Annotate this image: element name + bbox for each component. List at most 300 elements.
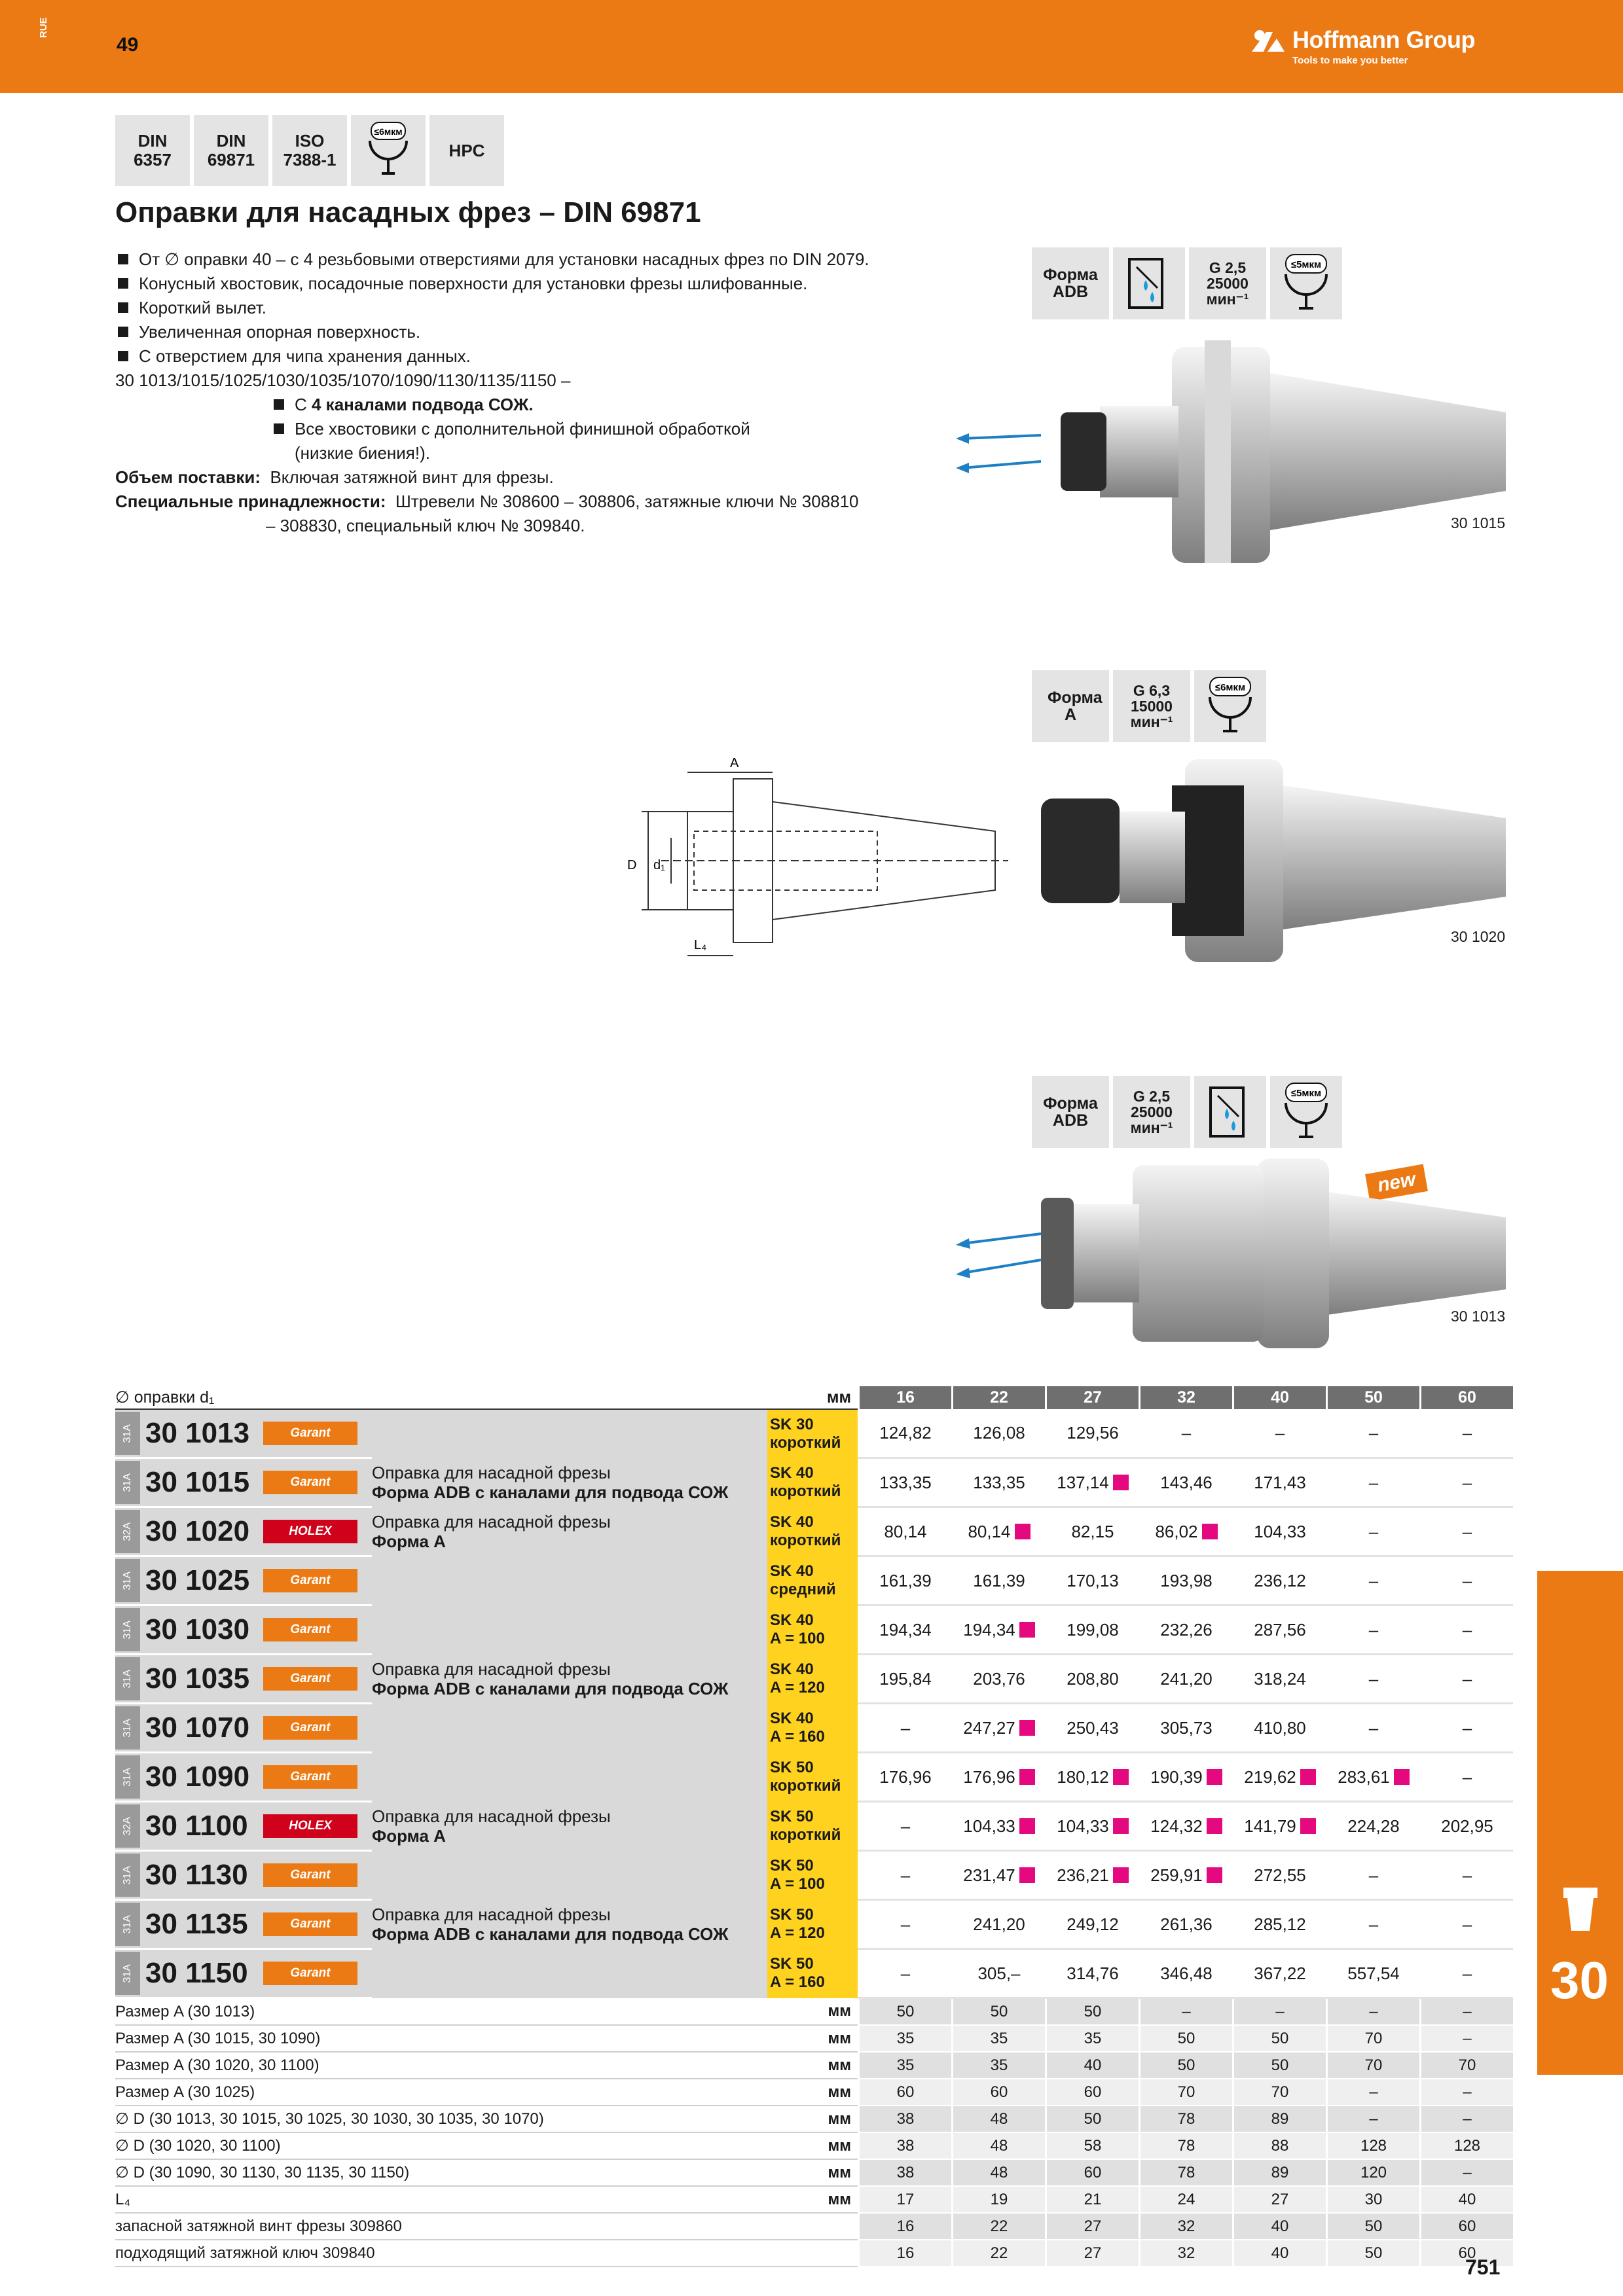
description-cell: [372, 1949, 765, 1998]
table-row: [115, 1507, 1513, 1556]
stock-marker-icon: [1207, 1769, 1222, 1785]
price-value: –: [1275, 1423, 1285, 1443]
spec-row: [115, 2106, 1513, 2132]
description-subline: Форма ADB с каналами для подвода СОЖ: [372, 1482, 729, 1502]
sub-bullet-item: Все хвостовики с дополнительной финишной обработкой: [271, 417, 869, 441]
price-cell: [859, 1900, 953, 1949]
price-value: 104,33: [1254, 1521, 1306, 1541]
price-cell: [1233, 1900, 1327, 1949]
description-line: Оправка для насадной фрезы: [372, 1463, 611, 1482]
shank-type: SK 40: [770, 1611, 814, 1629]
spec-value: 35: [953, 2052, 1046, 2079]
table-row: [115, 1900, 1513, 1949]
runout-badge: [1194, 670, 1266, 742]
price-cell: [953, 1704, 1046, 1753]
price-cell: [1140, 1949, 1233, 1998]
spec-label: L₄: [115, 2186, 767, 2213]
spec-value: –: [1140, 1998, 1233, 2026]
table-row: [115, 1704, 1513, 1753]
price-value: 137,14: [1057, 1472, 1109, 1492]
spec-value: 70: [1140, 2079, 1233, 2106]
shank-length: короткий: [770, 1433, 841, 1452]
spec-value: 48: [953, 2106, 1046, 2132]
description-subline: Форма ADB с каналами для подвода СОЖ: [372, 1679, 729, 1698]
bullet-item: С отверстием для чипа хранения данных.: [115, 344, 869, 368]
price-value: –: [1368, 1570, 1379, 1590]
spec-unit: мм: [767, 1998, 859, 2026]
article-cell: [115, 1507, 372, 1556]
description-cell: [372, 1900, 765, 1949]
spec-value: 70: [1327, 2052, 1421, 2079]
article-number[interactable]: 30 1070: [145, 1712, 250, 1744]
price-value: 219,62: [1244, 1767, 1296, 1787]
price-value: 241,20: [973, 1914, 1025, 1934]
spec-value: 50: [859, 1998, 953, 2026]
article-number[interactable]: 30 1025: [145, 1564, 250, 1596]
group-code: 31A: [122, 1424, 133, 1443]
shank-cell: [767, 1605, 859, 1655]
price-cell: [1327, 1655, 1421, 1704]
spec-value: 40: [1233, 2240, 1327, 2267]
spec-value: 60: [859, 2079, 953, 2106]
spec-value: 120: [1327, 2159, 1421, 2186]
description-line: Оправка для насадной фрезы: [372, 1659, 611, 1679]
description-cell: [372, 1851, 765, 1900]
price-value: –: [900, 1816, 911, 1836]
shank-cell: [767, 1949, 859, 1998]
price-cell: [953, 1507, 1046, 1556]
price-value: 143,46: [1160, 1472, 1213, 1492]
description-line: Оправка для насадной фрезы: [372, 1806, 611, 1826]
price-value: 129,56: [1067, 1423, 1119, 1443]
diameter-header-label: ∅ оправки d₁: [115, 1386, 767, 1409]
group-code: 31A: [122, 1571, 133, 1590]
price-cell: [1140, 1409, 1233, 1458]
spec-value: 27: [1046, 2240, 1140, 2267]
runout-badge: [1270, 1076, 1342, 1148]
price-value: 224,28: [1347, 1816, 1400, 1836]
spec-value: 70: [1327, 2025, 1421, 2052]
stock-marker-icon: [1019, 1769, 1035, 1785]
image-caption: 30 1020: [1451, 928, 1506, 945]
spec-value: 38: [859, 2106, 953, 2132]
garant-logo: Garant: [263, 1618, 357, 1641]
shank-length: A = 160: [770, 1973, 825, 1991]
price-value: 318,24: [1254, 1668, 1306, 1689]
shank-length: короткий: [770, 1482, 841, 1500]
price-cell: [859, 1851, 953, 1900]
runout-badge: [1270, 247, 1342, 319]
price-cell: [953, 1753, 1046, 1802]
article-number[interactable]: 30 1013: [145, 1417, 250, 1449]
price-cell: [1140, 1605, 1233, 1655]
page-title: Оправки для насадных фрез – DIN 69871: [115, 196, 701, 228]
price-value: 231,47: [963, 1865, 1015, 1885]
spec-value: 128: [1327, 2132, 1421, 2159]
description-cell: [372, 1655, 765, 1704]
price-cell: [1421, 1851, 1514, 1900]
price-cell: [1327, 1802, 1421, 1851]
bullet-item: Увеличенная опорная поверхность.: [115, 320, 869, 344]
spec-value: –: [1421, 2079, 1514, 2106]
price-cell: [1327, 1507, 1421, 1556]
price-value: 161,39: [973, 1570, 1025, 1590]
price-value: –: [1462, 1619, 1472, 1640]
price-cell: [1327, 1458, 1421, 1507]
price-value: 199,08: [1067, 1619, 1119, 1640]
shank-length: A = 100: [770, 1630, 825, 1647]
brand-logo: [1250, 26, 1475, 66]
price-value: –: [1462, 1472, 1472, 1492]
stock-marker-icon: [1019, 1720, 1035, 1736]
shank-length: A = 160: [770, 1728, 825, 1746]
price-cell: [953, 1409, 1046, 1458]
price-cell: [1140, 1851, 1233, 1900]
price-value: 283,61: [1338, 1767, 1390, 1787]
price-cell: [1421, 1704, 1514, 1753]
spec-label: Размер A (30 1013): [115, 1998, 767, 2026]
group-code: 32A: [122, 1522, 133, 1541]
price-value: –: [1368, 1668, 1379, 1689]
table-row: [115, 1655, 1513, 1704]
spec-label: Размер A (30 1015, 30 1090): [115, 2025, 767, 2052]
price-cell: [859, 1704, 953, 1753]
shank-type: SK 40: [770, 1513, 814, 1531]
price-cell: [1140, 1655, 1233, 1704]
spec-value: –: [1421, 2106, 1514, 2132]
price-cell: [1421, 1949, 1514, 1998]
price-cell: [1046, 1900, 1140, 1949]
bullet-item: От ∅ оправки 40 – с 4 резьбовыми отверстиями для установки насадных фрез по DIN 2079.: [115, 247, 869, 272]
price-cell: [1421, 1458, 1514, 1507]
spec-value: 35: [953, 2025, 1046, 2052]
sub-bullet-continuation: (низкие биения!).: [295, 443, 430, 463]
bullet-item: Короткий вылет.: [115, 296, 869, 320]
price-value: 203,76: [973, 1668, 1025, 1689]
stock-marker-icon: [1019, 1622, 1035, 1638]
spec-value: 35: [859, 2052, 953, 2079]
pictograms-2: [1032, 670, 1266, 742]
price-cell: [1421, 1507, 1514, 1556]
price-cell: [1046, 1851, 1140, 1900]
price-value: 236,21: [1057, 1865, 1109, 1885]
svg-text:d₁: d₁: [653, 858, 665, 872]
price-value: 272,55: [1254, 1865, 1306, 1885]
diameter-col: 22: [953, 1386, 1046, 1409]
price-value: –: [1368, 1717, 1379, 1738]
price-value: –: [1368, 1521, 1379, 1541]
spec-value: 50: [953, 1998, 1046, 2026]
spec-row: [115, 2159, 1513, 2186]
badge-hpc: HPC: [429, 115, 504, 186]
price-value: –: [1368, 1914, 1379, 1934]
price-cell: [1046, 1655, 1140, 1704]
description-cell: [372, 1753, 765, 1802]
articles-line: 30 1013/1015/1025/1030/1035/1070/1090/1130/1135/1150 –: [115, 370, 571, 390]
stock-marker-icon: [1113, 1769, 1129, 1785]
unit-header: мм: [767, 1386, 859, 1409]
price-value: 287,56: [1254, 1619, 1306, 1640]
article-number[interactable]: 30 1135: [145, 1908, 248, 1940]
holder-image-301013: [956, 1145, 1506, 1361]
spec-value: 40: [1046, 2052, 1140, 2079]
spec-value: 27: [1046, 2213, 1140, 2240]
badge-din-6357: DIN 6357: [115, 115, 190, 186]
shank-length: короткий: [770, 1532, 841, 1549]
price-cell: [1233, 1605, 1327, 1655]
price-value: 250,43: [1067, 1717, 1119, 1738]
price-cell: [859, 1409, 953, 1458]
spec-label: Размер A (30 1020, 30 1100): [115, 2052, 767, 2079]
article-number[interactable]: 30 1035: [145, 1662, 250, 1695]
spec-row: [115, 1998, 1513, 2026]
price-value: –: [1368, 1865, 1379, 1885]
price-cell: [1421, 1802, 1514, 1851]
price-value: 259,91: [1150, 1865, 1203, 1885]
garant-logo: Garant: [263, 1962, 357, 1985]
table-row: [115, 1458, 1513, 1507]
price-value: 346,48: [1160, 1963, 1213, 1983]
shank-cell: [767, 1556, 859, 1605]
price-value: 367,22: [1254, 1963, 1306, 1983]
delivery-line: Объем поставки: Включая затяжной винт для фрезы.: [115, 467, 554, 487]
spec-label: ∅ D (30 1090, 30 1130, 30 1135, 30 1150): [115, 2159, 767, 2186]
coolant-icon: [1113, 247, 1185, 319]
spec-value: 88: [1233, 2132, 1327, 2159]
spec-unit: мм: [767, 2052, 859, 2079]
spec-value: 58: [1046, 2132, 1140, 2159]
pictograms-1: [1032, 247, 1342, 319]
price-value: 133,35: [973, 1472, 1025, 1492]
spec-unit: мм: [767, 2186, 859, 2213]
holder-image-301015: [956, 327, 1506, 576]
price-cell: [1046, 1605, 1140, 1655]
page-number-bottom: 751: [1465, 2255, 1501, 2279]
garant-logo: Garant: [263, 1569, 357, 1592]
price-cell: [1046, 1704, 1140, 1753]
spec-value: 50: [1046, 2106, 1140, 2132]
svg-text:A: A: [730, 756, 739, 770]
price-value: –: [1462, 1865, 1472, 1885]
price-value: 305,73: [1160, 1717, 1213, 1738]
spec-value: 21: [1046, 2186, 1140, 2213]
shank-cell: [767, 1851, 859, 1900]
spec-value: 70: [1233, 2079, 1327, 2106]
pictograms-3: [1032, 1076, 1342, 1148]
spec-value: 22: [953, 2213, 1046, 2240]
price-cell: [1327, 1900, 1421, 1949]
price-value: –: [900, 1914, 911, 1934]
description-subline: Форма A: [372, 1826, 446, 1846]
spec-value: –: [1233, 1998, 1327, 2026]
table-row: [115, 1802, 1513, 1851]
price-cell: [1140, 1704, 1233, 1753]
price-value: 176,96: [879, 1767, 932, 1787]
article-cell: [115, 1655, 372, 1704]
article-cell: [115, 1900, 372, 1949]
balance-badge: G 2,5 25000 мин⁻¹: [1189, 247, 1266, 319]
price-cell: [1046, 1507, 1140, 1556]
shank-type: SK 50: [770, 1906, 814, 1924]
price-value: 124,82: [879, 1423, 932, 1443]
price-value: 247,27: [963, 1717, 1015, 1738]
article-number[interactable]: 30 1090: [145, 1761, 250, 1793]
spec-label: Размер A (30 1025): [115, 2079, 767, 2106]
article-number[interactable]: 30 1100: [145, 1810, 248, 1842]
spec-value: 78: [1140, 2106, 1233, 2132]
spec-value: 48: [953, 2159, 1046, 2186]
price-value: –: [1368, 1472, 1379, 1492]
price-value: 104,33: [1057, 1816, 1109, 1836]
spec-value: 17: [859, 2186, 953, 2213]
chapter-number: 30: [1550, 1951, 1609, 2009]
holex-logo: HOLEX: [263, 1520, 357, 1543]
price-value: 141,79: [1244, 1816, 1296, 1836]
price-cell: [1233, 1556, 1327, 1605]
diameter-col: 32: [1140, 1386, 1233, 1409]
price-value: 161,39: [879, 1570, 932, 1590]
svg-text:D: D: [627, 858, 637, 872]
price-cell: [1140, 1900, 1233, 1949]
price-value: –: [1462, 1668, 1472, 1689]
price-value: –: [1462, 1963, 1472, 1983]
garant-logo: Garant: [263, 1667, 357, 1691]
balance-badge: G 6,3 15000 мин⁻¹: [1113, 670, 1190, 742]
technical-drawing: [622, 753, 1015, 969]
price-value: 170,13: [1067, 1570, 1119, 1590]
spec-value: 19: [953, 2186, 1046, 2213]
spec-value: 32: [1140, 2213, 1233, 2240]
spec-value: 128: [1421, 2132, 1514, 2159]
svg-text:≤6мкм: ≤6мкм: [1214, 682, 1246, 693]
spec-value: –: [1327, 2106, 1421, 2132]
spec-value: 22: [953, 2240, 1046, 2267]
group-code: 31A: [122, 1914, 133, 1934]
spec-value: –: [1421, 2025, 1514, 2052]
article-number[interactable]: 30 1015: [145, 1466, 250, 1498]
spec-value: 60: [1421, 2213, 1514, 2240]
runout-icon: [362, 121, 414, 180]
price-value: –: [1462, 1914, 1472, 1934]
price-cell: [1421, 1655, 1514, 1704]
article-number[interactable]: 30 1130: [145, 1859, 248, 1891]
garant-logo: Garant: [263, 1716, 357, 1740]
article-number[interactable]: 30 1020: [145, 1515, 250, 1547]
price-value: 208,80: [1067, 1668, 1119, 1689]
spec-value: 50: [1327, 2213, 1421, 2240]
price-cell: [1327, 1949, 1421, 1998]
article-number[interactable]: 30 1030: [145, 1613, 250, 1645]
garant-logo: Garant: [263, 1912, 357, 1936]
table-row: [115, 1605, 1513, 1655]
description-cell: [372, 1409, 765, 1458]
price-cell: [1233, 1802, 1327, 1851]
shank-cell: [767, 1704, 859, 1753]
stock-marker-icon: [1113, 1867, 1129, 1883]
spec-row: [115, 2132, 1513, 2159]
price-value: –: [1462, 1767, 1472, 1787]
price-value: –: [900, 1717, 911, 1738]
price-value: –: [1368, 1619, 1379, 1640]
price-value: 410,80: [1254, 1717, 1306, 1738]
price-cell: [953, 1802, 1046, 1851]
spec-value: 27: [1233, 2186, 1327, 2213]
spec-value: 48: [953, 2132, 1046, 2159]
description-cell: [372, 1556, 765, 1605]
spec-row: [115, 2079, 1513, 2106]
spec-value: 60: [1046, 2079, 1140, 2106]
shank-cell: [767, 1900, 859, 1949]
shank-cell: [767, 1409, 859, 1458]
shank-length: короткий: [770, 1826, 841, 1844]
diameter-col: 60: [1421, 1386, 1514, 1409]
spec-value: 50: [1046, 1998, 1140, 2026]
spec-value: 16: [859, 2240, 953, 2267]
language-code: RUE: [38, 17, 49, 38]
price-cell: [859, 1655, 953, 1704]
price-value: 193,98: [1160, 1570, 1213, 1590]
bullet-item: Конусный хвостовик, посадочные поверхности для установки фрезы шлифованные.: [115, 272, 869, 296]
article-cell: [115, 1851, 372, 1900]
spec-value: 24: [1140, 2186, 1233, 2213]
shank-cell: [767, 1458, 859, 1507]
price-value: 80,14: [884, 1521, 927, 1541]
tool-holder-icon: [1561, 1885, 1600, 1937]
article-cell: [115, 1409, 372, 1458]
description-cell: [372, 1802, 765, 1851]
price-cell: [1140, 1458, 1233, 1507]
spec-row: [115, 2052, 1513, 2079]
price-table: [115, 1386, 1513, 2267]
spec-value: 35: [1046, 2025, 1140, 2052]
price-cell: [1233, 1409, 1327, 1458]
garant-logo: Garant: [263, 1765, 357, 1789]
spec-value: 40: [1233, 2213, 1327, 2240]
price-value: 124,32: [1150, 1816, 1203, 1836]
spec-value: 78: [1140, 2159, 1233, 2186]
table-row: [115, 1851, 1513, 1900]
price-value: 285,12: [1254, 1914, 1306, 1934]
table-row: [115, 1753, 1513, 1802]
price-cell: [1421, 1605, 1514, 1655]
price-cell: [1327, 1851, 1421, 1900]
price-value: –: [1462, 1521, 1472, 1541]
holex-logo: HOLEX: [263, 1814, 357, 1838]
spec-label: запасной затяжной винт фрезы 309860: [115, 2213, 767, 2240]
stock-marker-icon: [1300, 1818, 1316, 1834]
holder-image-301020: [1021, 746, 1506, 969]
garant-logo: Garant: [263, 1471, 357, 1494]
spec-value: 40: [1421, 2186, 1514, 2213]
article-cell: [115, 1704, 372, 1753]
price-value: 195,84: [879, 1668, 932, 1689]
shank-length: A = 120: [770, 1679, 825, 1696]
chapter-tab: [1537, 1571, 1623, 2075]
article-number[interactable]: 30 1150: [145, 1957, 248, 1989]
price-cell: [1233, 1949, 1327, 1998]
diameter-col: 50: [1327, 1386, 1421, 1409]
shank-cell: [767, 1507, 859, 1556]
spec-value: –: [1421, 2159, 1514, 2186]
group-code: 32A: [122, 1816, 133, 1836]
price-value: –: [1462, 1423, 1472, 1443]
spec-value: 70: [1421, 2052, 1514, 2079]
price-cell: [953, 1851, 1046, 1900]
spec-label: подходящий затяжной ключ 309840: [115, 2240, 767, 2267]
spec-value: 60: [953, 2079, 1046, 2106]
group-code: 31A: [122, 1473, 133, 1492]
spec-value: 60: [1421, 2240, 1514, 2267]
